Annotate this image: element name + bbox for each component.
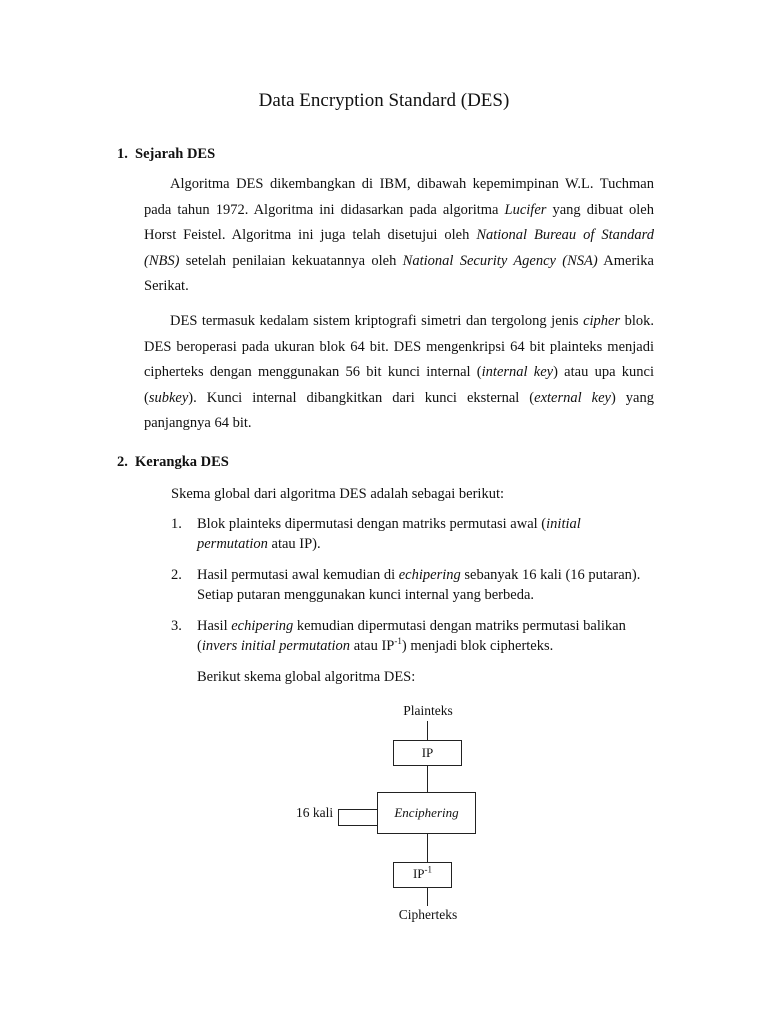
list-item-number: 3. [171,618,182,634]
loop-connector [338,809,339,826]
text-run: setelah penilaian kekuatannya oleh [179,252,403,269]
italic-run: invers initial permutation [201,637,351,654]
document-title: Data Encryption Standard (DES) [258,90,510,111]
enciphering-box-label: Enciphering [394,805,459,820]
loop-connector [338,825,378,826]
text-run: blok. DES beroperasi pada ukuran blok 64 bit. DES mengenkripsi 64 bit plainteks menjadi cipherteks dengan menggunakan 56 bit kunci internal ( [144,313,655,380]
text-run: Hasil permutasi awal kemudian di [197,567,399,583]
italic-run: Lucifer [504,201,547,218]
text-run: atau IP [350,637,395,654]
text-run: kemudian dipermutasi dengan matriks permutasi balikan ( [197,618,626,654]
flow-connector [427,721,428,740]
italic-run: National Security Agency (NSA) [402,252,598,269]
section-number: 2. [117,454,128,470]
text-run: Blok plainteks dipermutasi dengan matriks permutasi awal ( [197,516,547,532]
plainteks-label: Plainteks [403,703,453,718]
ip-box [393,740,462,766]
superscript-run: -1 [394,635,402,646]
loop-label: 16 kali [296,805,334,820]
text-run: Hasil [197,618,232,634]
ip-box-label: IP [421,745,434,760]
cipherteks-label: Cipherteks [398,907,458,922]
italic-run: internal key [481,364,554,380]
list-item-number: 1. [171,516,182,532]
section-heading-text: Sejarah DES [135,146,216,162]
ip-inverse-box-label: IP [412,866,425,881]
text-run: Algoritma DES dikembangkan di IBM, dibawah kepemimpinan W.L. Tuchman pada tahun 1972. Algoritma ini didasarkan pada algoritma [144,176,654,218]
text-run: DES termasuk kedalam sistem kriptografi simetri dan tergolong jenis [170,313,584,329]
list-item-number: 2. [171,567,182,583]
text-run: ). Kunci internal dibangkitkan dari kunci eksternal ( [188,389,535,406]
text-run: Amerika Serikat. [144,252,654,294]
enciphering-box [377,792,476,834]
flow-connector [427,766,428,792]
text-run: yang dibuat oleh Horst Feistel. Algoritma ini juga telah disetujui oleh [144,201,654,243]
italic-run: subkey [148,389,189,406]
flow-connector [427,888,428,906]
italic-run: echipering [398,567,461,583]
italic-run: echipering [231,618,294,634]
ip-inverse-box [393,862,452,888]
italic-run: National Bureau of Standard (NBS) [144,227,654,269]
flow-connector [427,834,428,862]
section-number: 1. [117,146,128,162]
italic-run: cipher [583,313,621,329]
ip-inverse-superscript: -1 [424,864,433,875]
loop-connector [338,809,378,810]
paragraph-diagram-intro: Berikut skema global algoritma DES: [197,669,416,685]
paragraph-skema-intro: Skema global dari algoritma DES adalah sebagai berikut: [171,486,504,502]
italic-run: initial permutation [197,516,581,552]
text-run: atau IP). [267,535,321,552]
text-run: ) yang panjangnya 64 bit. [144,389,654,431]
text-run: ) menjadi blok cipherteks. [401,637,554,654]
italic-run: external key [534,389,611,406]
text-run: ) atau upa kunci ( [144,364,654,406]
section-heading-text: Kerangka DES [135,454,229,470]
text-run: sebanyak 16 kali (16 putaran). Setiap putaran menggunakan kunci internal yang berbeda. [197,567,641,603]
